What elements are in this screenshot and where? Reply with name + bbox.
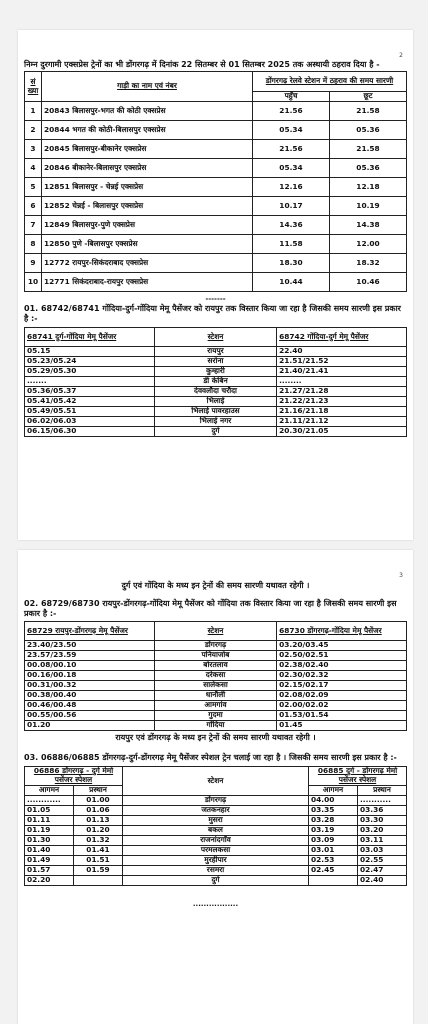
departure-06885: 03.36: [358, 806, 407, 816]
serial-number: 10: [25, 273, 42, 292]
arrival-06885: [309, 876, 358, 886]
col-header-arrival: आगमन: [25, 786, 74, 796]
time-68741: 06.15/06.30: [25, 427, 155, 437]
station-name: मुसरा: [123, 816, 309, 826]
departure-time: 21.58: [330, 102, 407, 121]
train-name: 20844 भगत की कोठी-बिलासपुर एक्सप्रेस: [42, 121, 253, 140]
time-68741: 06.02/06.03: [25, 417, 155, 427]
table-row: [25, 197, 407, 216]
arrival-time: 14.36: [253, 216, 330, 235]
table-row: [25, 721, 407, 731]
station-name: गुदमा: [154, 711, 276, 721]
train-name: 12852 चेन्नई - बिलासपुर एक्सप्रेस: [42, 197, 253, 216]
departure-time: 18.32: [330, 254, 407, 273]
station-name: देववलौदा चरौदा: [154, 387, 276, 397]
express-halt-table: [24, 71, 407, 292]
train-name: 12772 रायपुर-सिकंदराबाद एक्सप्रेस: [42, 254, 253, 273]
station-name: रायपुर: [154, 347, 276, 357]
serial-number: 7: [25, 216, 42, 235]
table-row: [25, 254, 407, 273]
col-header-arrival: आगमन: [309, 786, 358, 796]
departure-time: 05.36: [330, 159, 407, 178]
table-row: [25, 691, 407, 701]
col-header-06886: 06886 डोंगरगढ़ - दुर्ग मेमो पसेंजर स्पेशल: [25, 767, 123, 786]
time-68730: 02.08/02.09: [277, 691, 407, 701]
departure-time: 14.38: [330, 216, 407, 235]
station-name: आमगांव: [154, 701, 276, 711]
arrival-06886: 01.40: [25, 846, 74, 856]
arrival-06885: 03.01: [309, 846, 358, 856]
col-header-departure: प्रस्थान: [74, 786, 123, 796]
time-68741: .......: [25, 377, 155, 387]
table-row: [25, 796, 407, 806]
table-row: [25, 140, 407, 159]
time-68729: 00.55/00.56: [25, 711, 155, 721]
station-name: सरोना: [154, 357, 276, 367]
time-68729: 00.08/00.10: [25, 661, 155, 671]
station-name: रसमरा: [123, 866, 309, 876]
arrival-time: 10.17: [253, 197, 330, 216]
serial-number: 2: [25, 121, 42, 140]
table-row: [25, 407, 407, 417]
section2-title: 02. 68729/68730 रायपुर-डोंगरगढ़-गोंदिया मेमू पैसेंजर को गोंदिया तक विस्तार किया जा रहा है जिसकी समय सारणी इस प्रकार है :-: [24, 599, 397, 618]
time-68729: 23.40/23.50: [25, 641, 155, 651]
arrival-time: 21.56: [253, 102, 330, 121]
departure-time: 12.00: [330, 235, 407, 254]
time-68741: 05.49/05.51: [25, 407, 155, 417]
station-name: दरेकसा: [154, 671, 276, 681]
time-68730: 02.30/02.32: [277, 671, 407, 681]
serial-number: 5: [25, 178, 42, 197]
time-68730: 02.38/02.40: [277, 661, 407, 671]
col-header-68730: 68730 डोंगरगढ़-गोंदिया मेमू पैसेंजर: [277, 622, 407, 641]
departure-06886: 01.32: [74, 836, 123, 846]
time-68742: 21.22/21.23: [277, 397, 407, 407]
arrival-06886: ............: [25, 796, 74, 806]
table-row: [25, 816, 407, 826]
arrival-time: 10.44: [253, 273, 330, 292]
departure-time: 10.19: [330, 197, 407, 216]
station-name: भिलाई पावरहाउस: [154, 407, 276, 417]
col-header-station: स्टेशन: [154, 328, 276, 347]
table-row: [25, 641, 407, 651]
arrival-time: 05.34: [253, 121, 330, 140]
time-68730: 01.45: [277, 721, 407, 731]
time-68729: 00.31/00.32: [25, 681, 155, 691]
table-row: [25, 866, 407, 876]
table-row: [25, 417, 407, 427]
col-header-time: डोंगरगढ़ रेलवे स्टेशन में ठहराव की समय सारणी: [253, 72, 407, 92]
arrival-06885: 02.45: [309, 866, 358, 876]
time-68730: 03.20/03.45: [277, 641, 407, 651]
table-row: [25, 711, 407, 721]
arrival-06886: 01.49: [25, 856, 74, 866]
station-name: दुर्ग: [123, 876, 309, 886]
col-header-train: गाड़ी का नाम एवं नंबर: [42, 72, 253, 102]
station-name: गोंदिया: [154, 721, 276, 731]
time-68729: 00.46/00.48: [25, 701, 155, 711]
arrival-time: 12.16: [253, 178, 330, 197]
memu-06886-table: [24, 766, 407, 886]
time-68729: 00.16/00.18: [25, 671, 155, 681]
footer-dots: .................: [192, 900, 239, 908]
arrival-06885: 03.19: [309, 826, 358, 836]
departure-06886: 01.06: [74, 806, 123, 816]
departure-time: 10.46: [330, 273, 407, 292]
schedule-unchanged-note-1: दुर्ग एवं गोंदिया के मध्य इन ट्रेनों की समय सारणी यथावत रहेगी ।: [121, 581, 310, 590]
departure-06885: ...........: [358, 796, 407, 806]
departure-06886: 01.13: [74, 816, 123, 826]
station-name: राजनांदगाँव: [123, 836, 309, 846]
station-name: भिलाई: [154, 397, 276, 407]
station-name: डोंगरगढ़: [154, 641, 276, 651]
serial-number: 6: [25, 197, 42, 216]
arrival-time: 11.58: [253, 235, 330, 254]
station-name: कुम्हारी: [154, 367, 276, 377]
table-row: [25, 836, 407, 846]
serial-number: 4: [25, 159, 42, 178]
table-row: [25, 806, 407, 816]
memu-68741-table: [24, 327, 407, 437]
station-name: दुर्ग: [154, 427, 276, 437]
col-header-departure: प्रस्थान: [358, 786, 407, 796]
time-68741: 05.23/05.24: [25, 357, 155, 367]
table-row: [25, 178, 407, 197]
table-row: [25, 427, 407, 437]
arrival-06886: 01.30: [25, 836, 74, 846]
table-row: [25, 235, 407, 254]
serial-number: 8: [25, 235, 42, 254]
station-name: डोंगरगढ़: [123, 796, 309, 806]
train-name: 12850 पुणे -बिलासपुर एक्सप्रेस: [42, 235, 253, 254]
table-row: [25, 216, 407, 235]
station-name: पनियाजोब: [154, 651, 276, 661]
col-header-station: स्टेशन: [123, 767, 309, 796]
serial-number: 9: [25, 254, 42, 273]
arrival-06885: 03.35: [309, 806, 358, 816]
serial-number: 3: [25, 140, 42, 159]
time-68742: 22.40: [277, 347, 407, 357]
time-68742: 21.51/21.52: [277, 357, 407, 367]
schedule-unchanged-note-2: रायपुर एवं डोंगरगढ़ के मध्य इन ट्रेनों की समय सारणी यथावत रहेगी ।: [115, 733, 316, 742]
time-68730: 02.50/02.51: [277, 651, 407, 661]
time-68742: 20.30/21.05: [277, 427, 407, 437]
time-68742: 21.27/21.28: [277, 387, 407, 397]
departure-06885: 03.11: [358, 836, 407, 846]
col-header-68741: 68741 दुर्ग-गोंदिया मेमू पैसेंजर: [25, 328, 155, 347]
time-68730: 02.15/02.17: [277, 681, 407, 691]
col-header-station: स्टेशन: [154, 622, 276, 641]
station-name: परमलकसा: [123, 846, 309, 856]
col-header-departure: छूट: [330, 92, 407, 102]
table-row: [25, 367, 407, 377]
document-page-3: [18, 550, 413, 1024]
table-row: [25, 876, 407, 886]
arrival-time: 05.34: [253, 159, 330, 178]
station-name: सालेकसा: [154, 681, 276, 691]
departure-06886: [74, 876, 123, 886]
arrival-06885: 04.00: [309, 796, 358, 806]
departure-06886: 01.20: [74, 826, 123, 836]
time-68742: ........: [277, 377, 407, 387]
train-name: 20845 बिलासपुर-बीकानेर एक्सप्रेस: [42, 140, 253, 159]
table-row: [25, 387, 407, 397]
station-name: मुरहीपार: [123, 856, 309, 866]
station-name: बकल: [123, 826, 309, 836]
table-row: [25, 357, 407, 367]
time-68742: 21.16/21.18: [277, 407, 407, 417]
table-row: [25, 651, 407, 661]
departure-time: 05.36: [330, 121, 407, 140]
intro-paragraph: निम्न दुरगामी एक्सप्रेस ट्रेनों का भी डोंगरगढ़ में दिनांक 22 सितम्बर से 01 सितम्बर 2025 तक अस्थायी ठहराव दिया है -: [24, 60, 380, 69]
departure-06885: 03.30: [358, 816, 407, 826]
train-name: 12851 बिलासपुर - चेन्नई एक्सप्रेस: [42, 178, 253, 197]
arrival-06886: 01.11: [25, 816, 74, 826]
arrival-06886: 01.19: [25, 826, 74, 836]
col-header-68729: 68729 रायपुर-डोंगरगढ़ मेमू पैसेंजर: [25, 622, 155, 641]
table-row: [25, 826, 407, 836]
departure-06885: 03.03: [358, 846, 407, 856]
departure-06886: 01.00: [74, 796, 123, 806]
arrival-06886: 02.20: [25, 876, 74, 886]
train-name: 20846 बीकानेर-बिलासपुर एक्सप्रेस: [42, 159, 253, 178]
station-name: धानौली: [154, 691, 276, 701]
departure-time: 21.58: [330, 140, 407, 159]
page-number: 3: [399, 572, 403, 579]
departure-06885: 02.40: [358, 876, 407, 886]
station-name: डी केबिन: [154, 377, 276, 387]
arrival-06885: 03.09: [309, 836, 358, 846]
time-68730: 02.00/02.02: [277, 701, 407, 711]
arrival-time: 18.30: [253, 254, 330, 273]
table-row: [25, 671, 407, 681]
table-row: [25, 856, 407, 866]
serial-number: 1: [25, 102, 42, 121]
table-row: [25, 377, 407, 387]
departure-06886: 01.41: [74, 846, 123, 856]
station-name: भिलाई नगर: [154, 417, 276, 427]
col-header-number: सं ख्या: [25, 72, 42, 102]
section3-title: 03. 06886/06885 डोंगरगढ़-दुर्ग-डोंगरगढ़ मेमू पैसेंजर स्पेशल ट्रेन चलाई जा रहा है । जिसकी समय सारणी इस प्रकार है :-: [24, 753, 397, 762]
time-68742: 21.11/21.12: [277, 417, 407, 427]
col-header-06885: 06885 दुर्ग - डोंगरगढ़ मेमो पसेंजर स्पेशल: [309, 767, 407, 786]
time-68742: 21.40/21.41: [277, 367, 407, 377]
time-68729: 00.38/00.40: [25, 691, 155, 701]
departure-06885: 02.47: [358, 866, 407, 876]
page-number: 2: [399, 52, 403, 59]
table-row: [25, 661, 407, 671]
time-68741: 05.36/05.37: [25, 387, 155, 397]
station-name: बोरतलाव: [154, 661, 276, 671]
table-row: [25, 121, 407, 140]
col-header-arrival: पहुँच: [253, 92, 330, 102]
table-row: [25, 701, 407, 711]
departure-06886: 01.59: [74, 866, 123, 876]
time-68729: 01.20: [25, 721, 155, 731]
table-row: [25, 273, 407, 292]
separator: -------: [205, 295, 226, 303]
train-name: 12771 सिकंदराबाद-रायपुर एक्सप्रेस: [42, 273, 253, 292]
arrival-time: 21.56: [253, 140, 330, 159]
document-page-2: [18, 30, 413, 540]
table-row: [25, 347, 407, 357]
table-row: [25, 102, 407, 121]
col-header-68742: 68742 गोंदिया-दुर्ग मेमू पैसेंजर: [277, 328, 407, 347]
time-68729: 23.57/23.59: [25, 651, 155, 661]
arrival-06886: 01.57: [25, 866, 74, 876]
table-row: [25, 681, 407, 691]
departure-06885: 03.20: [358, 826, 407, 836]
departure-time: 12.18: [330, 178, 407, 197]
departure-06886: 01.51: [74, 856, 123, 866]
time-68730: 01.53/01.54: [277, 711, 407, 721]
station-name: जतकनहार: [123, 806, 309, 816]
section1-title: 01. 68742/68741 गोंदिया-दुर्ग-गोंदिया मेमू पैसेंजर को रायपुर तक विस्तार किया जा रहा है जिसकी समय सारणी इस प्रकार है :-: [24, 304, 401, 323]
time-68741: 05.15: [25, 347, 155, 357]
arrival-06885: 02.53: [309, 856, 358, 866]
train-name: 12849 बिलासपुर-पुणे एक्सप्रेस: [42, 216, 253, 235]
table-row: [25, 159, 407, 178]
table-row: [25, 846, 407, 856]
train-name: 20843 बिलासपुर-भगत की कोठी एक्सप्रेस: [42, 102, 253, 121]
time-68741: 05.41/05.42: [25, 397, 155, 407]
time-68741: 05.29/05.30: [25, 367, 155, 377]
memu-68729-table: [24, 621, 407, 731]
arrival-06885: 03.28: [309, 816, 358, 826]
table-row: [25, 397, 407, 407]
departure-06885: 02.55: [358, 856, 407, 866]
arrival-06886: 01.05: [25, 806, 74, 816]
